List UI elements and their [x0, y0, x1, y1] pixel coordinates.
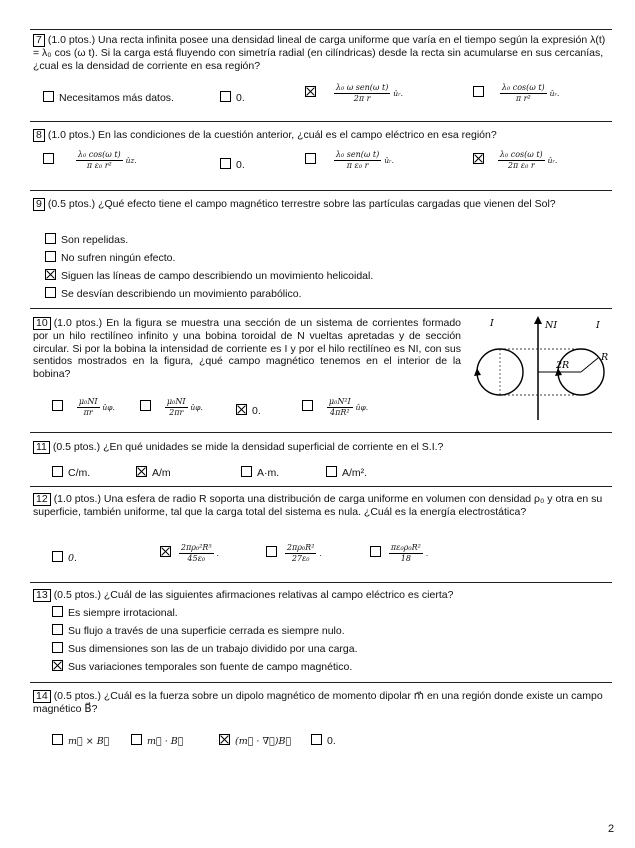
formula: $\frac{\text{πε₀ρ₀R²}}{18}$	[390, 543, 421, 563]
formula: $\frac{\text{μ₀N²I}}{\text{4πR²}}$	[328, 397, 351, 417]
question-text: (0.5 ptos.) ¿Qué efecto tiene el campo magnético terrestre sobre las partículas cargadas que vienen del Sol?	[47, 198, 556, 210]
checkbox[interactable]	[52, 734, 63, 745]
checkbox[interactable]	[302, 400, 313, 411]
option[interactable]: Son repelidas.	[45, 233, 128, 246]
question-number: 14	[33, 690, 51, 703]
option[interactable]: Sus variaciones temporales son fuente de campo magnético.	[52, 660, 352, 673]
checkbox[interactable]	[266, 546, 277, 557]
question-14	[33, 690, 611, 716]
question-text: (1.0 ptos.) En la figura se muestra una sección de un sistema de corrientes formado por un hilo rectilíneo infinito y una bobina toroidal de N vueltas apretadas y de sección circular. Si por la bobina la intensidad de corriente es I y por el hilo rectilíneo es NI, con sus sentidos mostrados en la figura, ¿qué campo magnético tenemos en el interior de la bobina?	[33, 317, 461, 380]
checkbox[interactable]	[52, 606, 63, 617]
question-number: 10	[33, 317, 51, 330]
question-12	[33, 493, 611, 519]
checkbox[interactable]	[45, 287, 56, 298]
option[interactable]: $\frac{\text{λ₀ cos(ω t)}}{\text{2π ε₀ r}}$ ûᵣ.	[473, 150, 557, 171]
formula: $\frac{\text{λ₀ cos(ω t)}}{\text{π ε₀ r²}}$	[77, 150, 121, 170]
checkbox[interactable]	[43, 91, 54, 102]
checkbox[interactable]	[326, 466, 337, 477]
formula: $\frac{\text{λ₀ ω sen(ω t)}}{\text{2π r}}$	[335, 83, 389, 103]
checkbox[interactable]	[43, 153, 54, 164]
option[interactable]: Siguen las líneas de campo describiendo un movimiento helicoidal.	[45, 269, 373, 282]
option[interactable]: 0.	[311, 734, 336, 747]
divider	[30, 682, 612, 683]
divider	[30, 432, 612, 433]
checkbox[interactable]	[370, 546, 381, 557]
checkbox-checked[interactable]	[52, 660, 63, 671]
question-text: (0.5 ptos.) ¿En qué unidades se mide la densidad superficial de corriente en el S.I.?	[52, 441, 444, 453]
formula: $\frac{\text{2πρ₀²R⁵}}{\text{45ε₀}}$	[180, 543, 212, 563]
checkbox[interactable]	[52, 551, 63, 562]
question-text: (0.5 ptos.) ¿Cuál es la fuerza sobre un dipolo magnético de momento dipolar m⃗ en una región donde existe un campo magnético B⃗?	[33, 690, 603, 715]
formula: $\frac{\text{μ₀NI}}{2\pi r}$	[166, 397, 186, 417]
question-number: 11	[33, 441, 50, 454]
question-7	[33, 34, 611, 72]
question-9	[33, 198, 611, 211]
checkbox[interactable]	[241, 466, 252, 477]
divider	[30, 121, 612, 122]
checkbox-checked[interactable]	[236, 404, 247, 415]
option[interactable]: 0.	[236, 404, 261, 417]
option[interactable]: 0.	[52, 551, 77, 564]
option[interactable]: $\frac{\text{μ₀NI}}{\pi r}$ ûφ.	[52, 397, 115, 418]
divider	[30, 486, 612, 487]
question-text: (0.5 ptos.) ¿Cuál de las siguientes afirmaciones relativas al campo eléctrico es cierta?	[53, 589, 454, 601]
question-13	[33, 589, 611, 602]
divider	[30, 582, 612, 583]
checkbox[interactable]	[131, 734, 142, 745]
option[interactable]: $\frac{\text{λ₀ ω sen(ω t)}}{\text{2π r}}$ ûᵣ.	[305, 83, 403, 104]
option[interactable]: m⃗ · B⃗	[131, 734, 183, 747]
formula: $\frac{\text{μ₀NI}}{\pi r}$	[78, 397, 98, 417]
question-number: 9	[33, 198, 45, 211]
option[interactable]: No sufren ningún efecto.	[45, 251, 175, 264]
option[interactable]: $\frac{\text{2πρ₀²R⁵}}{\text{45ε₀}}$ .	[160, 543, 219, 564]
question-10	[33, 317, 461, 380]
checkbox[interactable]	[473, 86, 484, 97]
checkbox[interactable]	[140, 400, 151, 411]
divider	[30, 308, 612, 309]
option[interactable]: 0.	[220, 158, 245, 171]
option[interactable]: A/m	[136, 466, 171, 479]
option[interactable]: $\frac{\text{μ₀N²I}}{\text{4πR²}}$ ûφ.	[302, 397, 368, 418]
option[interactable]: Se desvían describiendo un movimiento parabólico.	[45, 287, 301, 300]
label-I-left: I	[490, 318, 494, 329]
checkbox-checked[interactable]	[45, 269, 56, 280]
checkbox-checked[interactable]	[473, 153, 484, 164]
label-2R: 2R	[556, 360, 570, 371]
question-8	[33, 129, 611, 142]
option[interactable]: Necesitamos más datos.	[43, 91, 174, 104]
checkbox[interactable]	[52, 624, 63, 635]
checkbox[interactable]	[52, 400, 63, 411]
option[interactable]: 0.	[220, 91, 245, 104]
checkbox[interactable]	[52, 466, 63, 477]
option[interactable]: Su flujo a través de una superficie cerrada es siempre nulo.	[52, 624, 345, 637]
option[interactable]: (m⃗ · ∇⃗)B⃗	[219, 734, 291, 747]
checkbox-checked[interactable]	[219, 734, 230, 745]
option[interactable]: $\frac{\text{λ₀ sen(ω t)}}{\text{π ε₀ r}}$ ûᵣ.	[305, 150, 394, 171]
question-text: (1.0 ptos.) Una recta infinita posee una densidad lineal de carga uniforme que varía en el tiempo según la expresión λ(t) = λ₀ cos (ω t). Si la carga está fluyendo con simetría radial (en cilíndricas) desde la recta sin acumularse en sus cercanías, ¿cual es la densidad de corriente en esa región?	[33, 34, 606, 72]
checkbox-checked[interactable]	[160, 546, 171, 557]
checkbox[interactable]	[305, 153, 316, 164]
checkbox[interactable]	[220, 158, 231, 169]
option[interactable]: Es siempre irrotacional.	[52, 606, 178, 619]
label-I-right: I	[596, 320, 600, 331]
checkbox-checked[interactable]	[305, 86, 316, 97]
toroid-figure	[472, 312, 612, 424]
option[interactable]: Sus dimensiones son las de un trabajo dividido por una carga.	[52, 642, 358, 655]
option[interactable]: C/m.	[52, 466, 90, 479]
option[interactable]: $\frac{\text{πε₀ρ₀R²}}{18}$ .	[370, 543, 428, 564]
page-number: 2	[608, 823, 615, 835]
formula: $\frac{\text{λ₀ cos(ω t)}}{\text{2π ε₀ r}}$	[499, 150, 543, 170]
checkbox-checked[interactable]	[136, 466, 147, 477]
question-number: 8	[33, 129, 45, 142]
question-number: 7	[33, 34, 45, 47]
question-11	[33, 441, 611, 454]
formula: $\frac{\text{λ₀ sen(ω t)}}{\text{π ε₀ r}}$	[335, 150, 380, 170]
option[interactable]: A/m².	[326, 466, 367, 479]
formula: $\frac{\text{λ₀ cos(ω t)}}{\text{π r²}}$	[501, 83, 545, 103]
checkbox[interactable]	[52, 642, 63, 653]
label-NI: NI	[545, 320, 558, 331]
option[interactable]: $\frac{\text{λ₀ cos(ω t)}}{\text{π r²}}$ ûᵣ.	[473, 83, 559, 104]
question-text: (1.0 ptos.) En las condiciones de la cuestión anterior, ¿cuál es el campo eléctrico en esa región?	[47, 129, 497, 141]
divider	[30, 29, 612, 30]
question-number: 12	[33, 493, 51, 506]
option[interactable]: $\frac{\text{λ₀ cos(ω t)}}{\text{π ε₀ r²}}$ ûz.	[43, 150, 137, 171]
option[interactable]: A·m.	[241, 466, 279, 479]
option[interactable]: m⃗ × B⃗	[52, 734, 109, 747]
option[interactable]: $\frac{\text{2πρ₀R²}}{\text{27ε₀}}$ .	[266, 543, 322, 564]
checkbox[interactable]	[45, 233, 56, 244]
checkbox[interactable]	[220, 91, 231, 102]
checkbox[interactable]	[45, 251, 56, 262]
question-number: 13	[33, 589, 51, 602]
checkbox[interactable]	[311, 734, 322, 745]
formula: $\frac{\text{2πρ₀R²}}{\text{27ε₀}}$	[286, 543, 315, 563]
option[interactable]: $\frac{\text{μ₀NI}}{2\pi r}$ ûφ.	[140, 397, 203, 418]
divider	[30, 190, 612, 191]
question-text: (1.0 ptos.) Una esfera de radio R soporta una distribución de carga uniforme en volumen con densidad ρ₀ y otra en su superficie, también uniforme, tal que la carga total del sistema es nula. ¿Cuál es la energía electrostática?	[33, 493, 603, 518]
label-R: R	[601, 352, 609, 363]
